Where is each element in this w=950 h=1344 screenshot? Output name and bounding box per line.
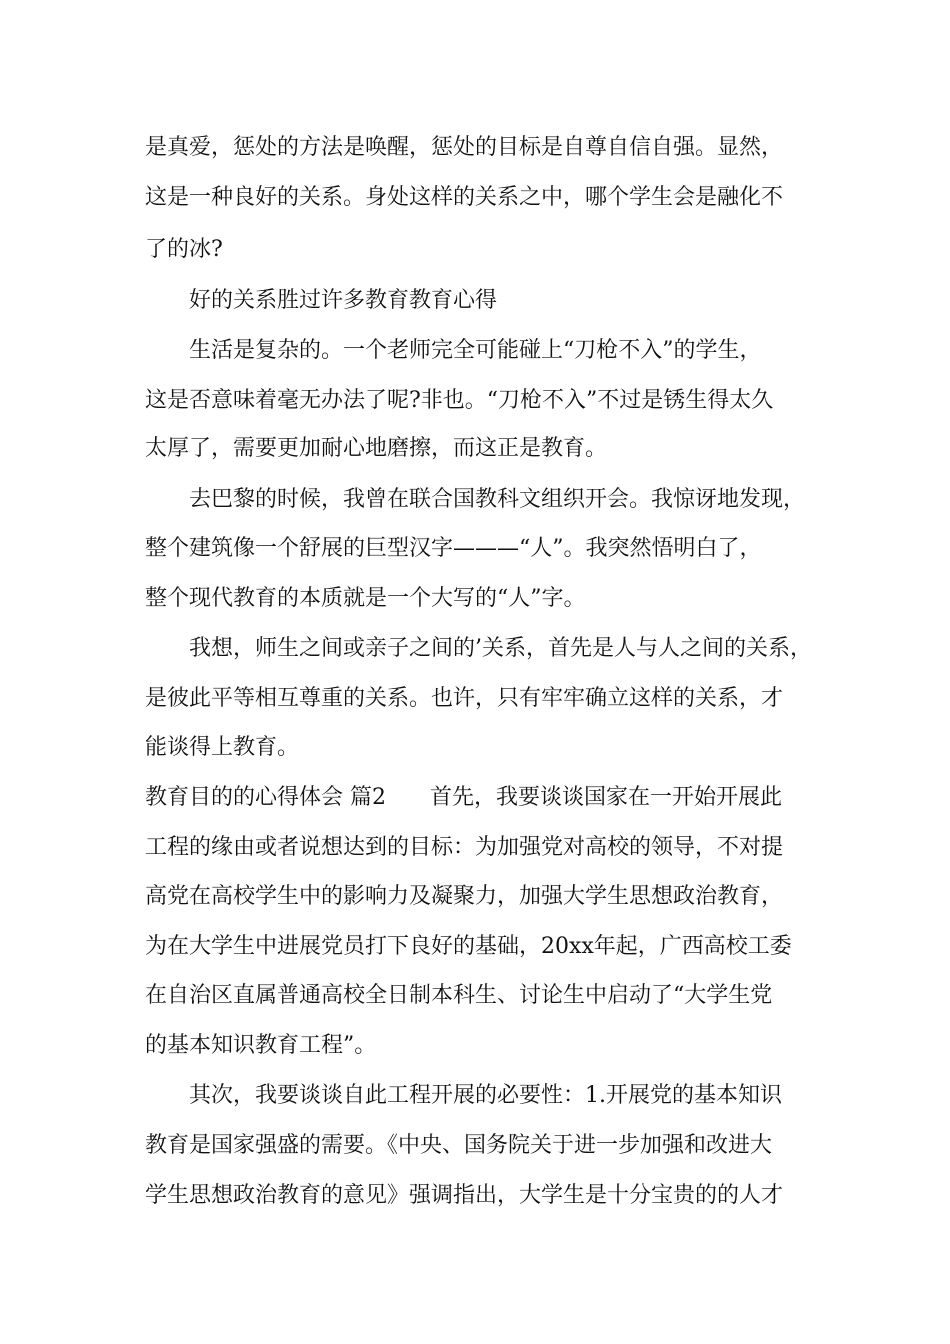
text-line bbox=[145, 783, 782, 813]
text-line: 了的冰? bbox=[145, 237, 223, 262]
text-segment: 首先，我要谈谈国家在一开始开展此 bbox=[430, 785, 783, 810]
text-line: 能谈得上教育。 bbox=[145, 735, 300, 760]
text-line: 是真爱，惩处的方法是唤醒，惩处的目标是自尊自信自强。显然， bbox=[145, 135, 784, 160]
text-line: 教育是国家强盛的需要。《中央、国务院关于进一步加强和改进大 bbox=[145, 1133, 773, 1158]
text-line: 的基本知识教育工程”。 bbox=[145, 1033, 377, 1058]
text-line: 整个现代教育的本质就是一个大写的“人”字。 bbox=[145, 586, 586, 611]
text-line: 为在大学生中进展党员打下良好的基础，20xx年起，广西高校工委 bbox=[145, 934, 792, 959]
text-line: 太厚了，需要更加耐心地磨擦，而这正是教育。 bbox=[145, 436, 608, 461]
text-line: 我想，师生之间或亲子之间的’关系，首先是人与人之间的关系， bbox=[189, 636, 812, 661]
article-title: 教育目的的心得体会 篇2 bbox=[145, 785, 386, 810]
text-line: 是彼此平等相互尊重的关系。也许，只有牢牢确立这样的关系，才 bbox=[145, 686, 784, 711]
text-line: 其次，我要谈谈自此工程开展的必要性：1.开展党的基本知识 bbox=[189, 1083, 782, 1108]
text-line: 在自治区直属普通高校全日制本科生、讨论生中启动了“大学生党 bbox=[145, 983, 773, 1008]
text-line: 工程的缘由或者说想达到的目标：为加强党对高校的领导，不对提 bbox=[145, 835, 784, 860]
text-line: 这是一种良好的关系。身处这样的关系之中，哪个学生会是融化不 bbox=[145, 185, 784, 210]
text-line: 去巴黎的时候，我曾在联合国教科文组织开会。我惊讶地发现， bbox=[189, 487, 806, 512]
text-line: 学生思想政治教育的意见》强调指出，大学生是十分宝贵的的人才 bbox=[145, 1183, 784, 1208]
text-line: 生活是复杂的。一个老师完全可能碰上“刀枪不入”的学生， bbox=[189, 338, 762, 363]
section-heading: 好的关系胜过许多教育教育心得 bbox=[189, 288, 498, 313]
text-line: 高党在高校学生中的影响力及凝聚力，加强大学生思想政治教育， bbox=[145, 884, 784, 909]
text-line: 整个建筑像一个舒展的巨型汉字———“人”。我突然悟明白了， bbox=[145, 536, 762, 561]
text-line: 这是否意味着毫无办法了呢?非也。“刀枪不入”不过是锈生得太久 bbox=[145, 388, 774, 413]
